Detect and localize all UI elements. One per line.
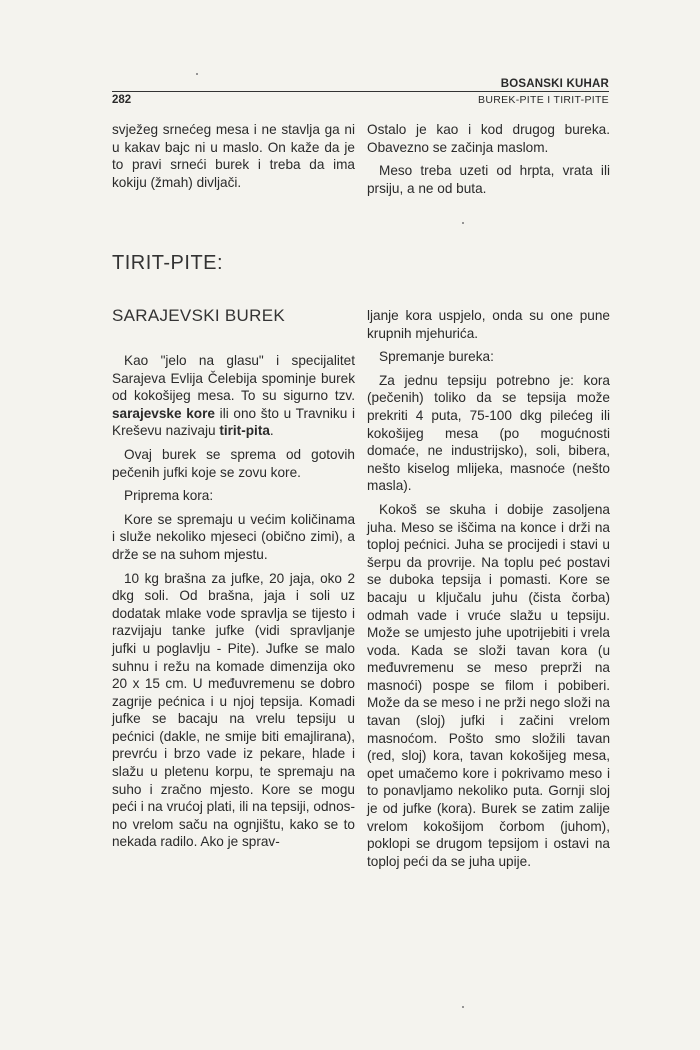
text-run: Kao "jelo na glasu" i specijalitet Sarajeva Evlija Čelebija spominje burek od kokošijeg mesa. To su sigurno tzv.	[112, 353, 355, 404]
paragraph-intro	[112, 352, 355, 440]
top-right-column	[367, 121, 610, 203]
header-rule	[112, 91, 609, 92]
text-run: .	[269, 423, 274, 439]
paragraph-heading: Spremanje bureka:	[379, 349, 494, 365]
paper-speck	[196, 73, 198, 75]
subsection-title: SARAJEVSKI BUREK	[112, 306, 285, 325]
paragraph: Meso treba uzeti od hrpta, vrata ili prsiju, a ne od buta.	[367, 163, 610, 196]
header-subtitle: BUREK-PITE I TIRIT-PITE	[478, 94, 609, 106]
top-left-column	[112, 121, 355, 197]
paragraph: 10 kg brašna za jufke, 20 jaja, oko 2 dkg soli. Od brašna, jaja i soli uz dodatak mlake vode spravlja se tijesto i razvijaju tanke jufke (vidi spravljanje jufki u poglavlju - Pite). Jufke se malo suhnu i režu na komade dimenzija oko 20 x 15 cm. U međuvremenu se dobro zagrije pećnica i u njoj tepsija. Komadi jufke se bacaju na vrelu tepsiju u pećnici (dakle, ne smije biti emajlirana), prevrću i brzo vade iz pekare, hlade i slažu u pletenu korpu, te spremaju na suho i zračno mjesto. Kore se mogu peći i na vrućoj plati, ili na tepsiji, odnosno vrelom saču na ognjištu, kako se to nekada radilo. Ako je sprav-	[112, 570, 355, 850]
page-number: 282	[112, 94, 132, 106]
bold-term: tirit-pita	[219, 423, 270, 439]
paragraph: svježeg srnećeg mesa i ne stavlja ga ni u kakav bajc ni u maslo. On kaže da je to pravi srneći burek i treba da ima kokiju (žmah) divljači.	[112, 122, 355, 190]
paragraph: Ostalo je kao i kod drugog bureka. Obavezno se začinja maslom.	[367, 122, 610, 155]
paper-speck	[462, 222, 464, 224]
paper-speck	[462, 1006, 464, 1008]
paragraph: ljanje kora uspjelo, onda su one pune krupnih mjehurića.	[367, 308, 610, 341]
header-title: BOSANSKI KUHAR	[500, 78, 609, 90]
running-header	[112, 76, 609, 110]
paragraph: Kore se spremaju u većim količinama i služe nekoliko mjeseci (obično zimi), a drže se na suhom mjestu.	[112, 511, 355, 562]
paragraph-heading: Priprema kora:	[124, 488, 214, 504]
bold-term: sarajevske kore	[112, 405, 215, 421]
right-column	[367, 307, 610, 876]
section-title: TIRIT-PITE:	[112, 252, 224, 274]
paragraph: Za jednu tepsiju potrebno je: kora (pečenih) toliko da se tepsija može prekriti 4 puta, 75-100 dkg pilećeg ili kokošijeg mesa (po mogućnosti domaće, ne industrijsko), soli, bibera, nešto kiselog mlijeka, masnoće (nešto masla).	[367, 372, 610, 494]
paragraph: Ovaj burek se sprema od gotovih pečenih jufki koje se zovu kore.	[112, 446, 355, 480]
paragraph: Kokoš se skuha i dobije zasoljena juha. Meso se iščima na konce i drži na toploj pećnici. Juha se procijedi i stavi u šerpu da provrije. Na toplu peć postavi se duboka tepsija i pomasti. Kore se bacaju u ključalu juhu (čista čorba) odmah vade i vruće slažu u tepsiju. Može se umjesto juhe upotrijebiti i vrela voda. Kada se složi tavan kora (u međuvremenu se meso preprži na masnoći) pospe se filom i pobiberi. Može da se meso i ne prži nego složi na tavan (sloj) jufki i začini vrelom masnoćom. Pošto smo složili tavan (red, sloj) kora, tavan kokošijeg mesa, opet umačemo kore i pokrivamo meso i to ponavljamo nekoliko puta. Gornji sloj je od jufke (kora). Burek se zatim zalije vrelom kokošijom čorbom (juhom), poklopi se drugom tepsijom i ostavi na toploj peći da se juha upije.	[367, 501, 610, 869]
text-run: ili ono što u Travniku i Kreševu nazivaju	[112, 405, 355, 439]
left-column	[112, 352, 355, 857]
